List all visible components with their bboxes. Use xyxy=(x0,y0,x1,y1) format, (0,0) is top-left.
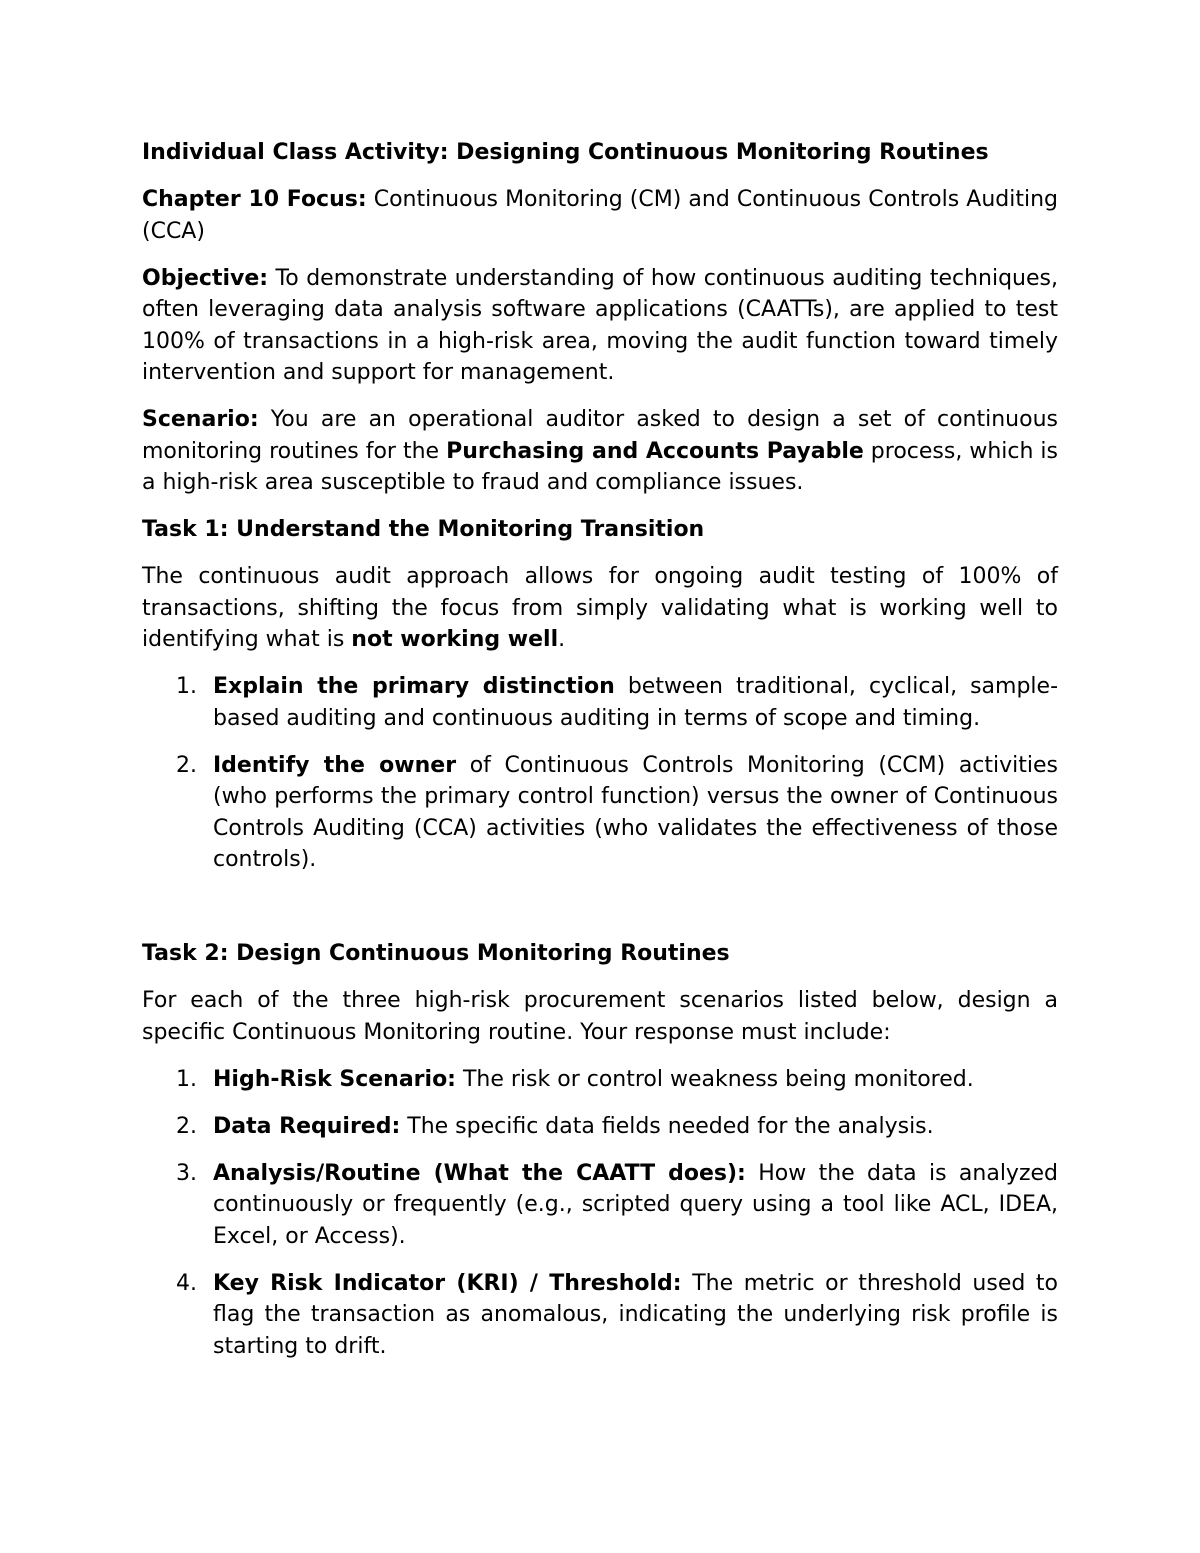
scenario-paragraph xyxy=(142,404,1058,499)
list-item xyxy=(142,671,1058,734)
list-item xyxy=(142,1111,1058,1143)
task2-intro: For each of the three high-risk procurement scenarios listed below, design a specific Continuous Monitoring routine. Your response must include: xyxy=(142,988,1058,1045)
list-item-text: The risk or control weakness being monitored. xyxy=(455,1066,974,1092)
list-item-text: between traditional, cyclical, sample-based auditing and continuous auditing in terms of scope and timing. xyxy=(213,674,1059,731)
list-item-text: The specific data fields needed for the analysis. xyxy=(400,1113,934,1139)
task1-intro-after: . xyxy=(558,627,566,652)
scenario-process-name: Purchasing and Accounts Payable xyxy=(446,438,864,464)
list-item xyxy=(142,750,1058,876)
chapter-focus-text: Continuous Monitoring (CM) and Continuous Controls Auditing (CCA) xyxy=(142,187,1059,244)
list-item-number: 4. xyxy=(176,1270,197,1296)
scenario-text-after: process, which is a high-risk area susceptible to fraud and compliance issues. xyxy=(142,438,1058,495)
list-item-number: 3. xyxy=(176,1160,197,1186)
list-item-text: How the data is analyzed continuously or frequently (e.g., scripted query using a tool like ACL, IDEA, Excel, or Access). xyxy=(213,1160,1058,1249)
list-item-label: Data Required: xyxy=(213,1113,401,1139)
task1-list xyxy=(142,671,1058,876)
list-item-number: 2. xyxy=(176,752,197,778)
scenario-label: Scenario: xyxy=(142,407,259,432)
scenario-text-before: You are an operational auditor asked to design a set of continuous monitoring routines for the xyxy=(142,407,1058,464)
list-item-text: The metric or threshold used to flag the transaction as anomalous, indicating the underlying risk profile is starting to drift. xyxy=(213,1270,1058,1359)
document-title: Individual Class Activity: Designing Continuous Monitoring Routines xyxy=(142,140,989,165)
list-item-label: High-Risk Scenario: xyxy=(213,1066,456,1092)
list-item-text: of Continuous Controls Monitoring (CCM) activities (who performs the primary control function) versus the owner of Continuous Controls Auditing (CCA) activities (who validates the effectiveness of those controls). xyxy=(213,752,1059,872)
list-item xyxy=(142,1268,1058,1363)
list-item-label: Explain the primary distinction xyxy=(213,674,615,699)
list-item-label: Analysis/Routine (What the CAATT does): xyxy=(213,1160,746,1186)
chapter-focus-paragraph xyxy=(142,184,1058,247)
section-spacer xyxy=(142,891,1058,938)
list-item-number: 1. xyxy=(176,674,197,699)
task1-intro-before: The continuous audit approach allows for ongoing audit testing of 100% of transactions, shifting the focus from simply validating what is working well to identifying what is xyxy=(142,564,1058,652)
task1-heading: Task 1: Understand the Monitoring Transition xyxy=(142,517,705,542)
list-item xyxy=(142,1158,1058,1253)
task2-heading: Task 2: Design Continuous Monitoring Routines xyxy=(142,941,730,966)
list-item-label: Identify the owner xyxy=(213,752,457,778)
objective-label: Objective: xyxy=(142,265,269,291)
list-item xyxy=(142,1064,1058,1096)
task1-intro xyxy=(142,561,1058,656)
objective-paragraph xyxy=(142,263,1058,389)
document-page xyxy=(142,137,1058,1378)
task2-list xyxy=(142,1064,1058,1363)
objective-text: To demonstrate understanding of how continuous auditing techniques, often leveraging data analysis software applications (CAATTs), are applied to test 100% of transactions in a high-risk area, moving the audit function toward timely intervention and support for management. xyxy=(142,265,1058,385)
list-item-number: 2. xyxy=(176,1113,197,1139)
list-item-number: 1. xyxy=(176,1066,197,1092)
task1-intro-bold: not working well xyxy=(351,627,559,652)
list-item-label: Key Risk Indicator (KRI) / Threshold: xyxy=(213,1270,682,1296)
chapter-focus-label: Chapter 10 Focus: xyxy=(142,187,367,212)
